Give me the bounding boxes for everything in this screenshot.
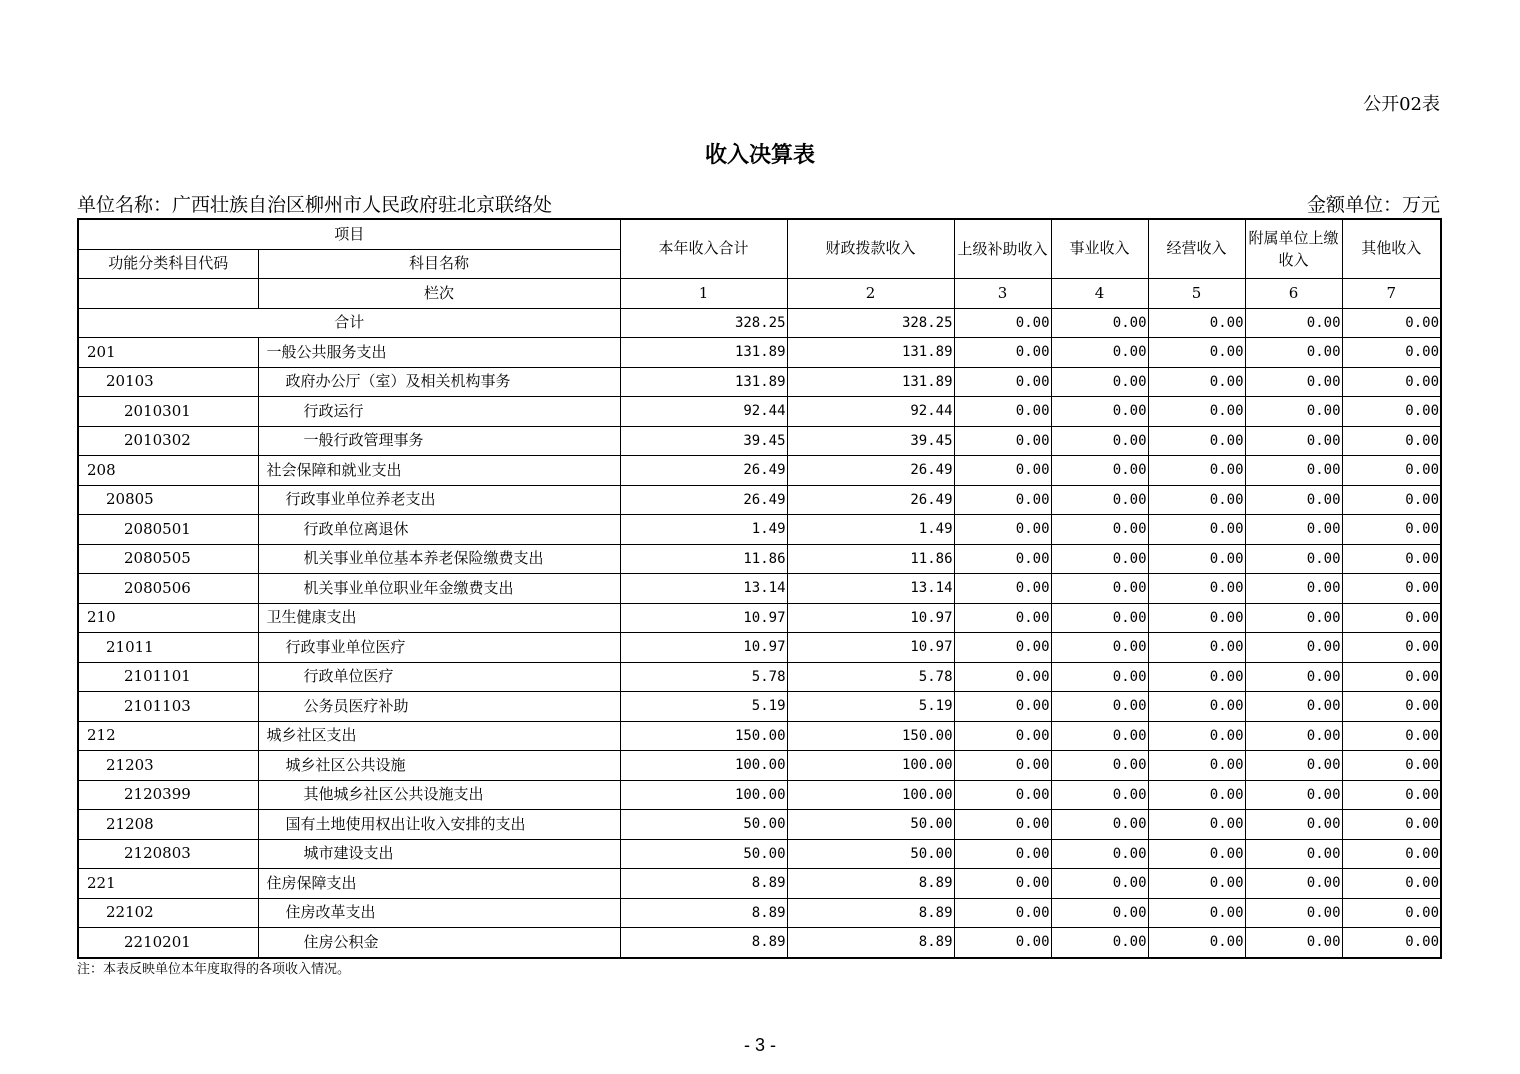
amount-cell: 8.89	[620, 898, 787, 928]
header-col-4: 事业收入	[1051, 219, 1148, 279]
subject-code: 2010301	[78, 397, 258, 427]
amount-cell: 39.45	[620, 426, 787, 456]
subject-name: 行政运行	[258, 397, 620, 427]
amount-cell: 26.49	[620, 456, 787, 486]
amount-cell: 100.00	[620, 780, 787, 810]
table-row	[78, 898, 1441, 928]
table-row	[78, 574, 1441, 604]
amount-cell: 13.14	[620, 574, 787, 604]
amount-cell: 0.00	[1148, 338, 1245, 368]
amount-cell: 10.97	[620, 633, 787, 663]
subject-name: 行政单位医疗	[258, 662, 620, 692]
amount-cell: 131.89	[620, 338, 787, 368]
amount-cell: 0.00	[1148, 603, 1245, 633]
subject-name: 城乡社区支出	[258, 721, 620, 751]
amount-cell: 0.00	[1148, 839, 1245, 869]
table-row	[78, 456, 1441, 486]
subject-code: 221	[78, 869, 258, 899]
amount-cell: 0.00	[954, 810, 1051, 840]
amount-unit: 金额单位：万元	[1306, 194, 1440, 216]
amount-cell: 0.00	[1245, 544, 1342, 574]
amount-cell: 0.00	[1051, 456, 1148, 486]
subject-code: 2080506	[78, 574, 258, 604]
subject-code: 20103	[78, 367, 258, 397]
amount-cell: 0.00	[1148, 898, 1245, 928]
total-value: 0.00	[1342, 308, 1441, 338]
subject-name: 其他城乡社区公共设施支出	[258, 780, 620, 810]
header-col-3: 上级补助收入	[954, 219, 1051, 279]
amount-cell: 8.89	[787, 898, 954, 928]
amount-cell: 0.00	[1051, 692, 1148, 722]
amount-cell: 0.00	[1342, 426, 1441, 456]
col-number: 2	[787, 279, 954, 309]
header-project: 项目	[78, 219, 620, 249]
amount-cell: 50.00	[787, 839, 954, 869]
subject-code: 212	[78, 721, 258, 751]
subject-name: 行政事业单位养老支出	[258, 485, 620, 515]
subject-code: 2080501	[78, 515, 258, 545]
amount-cell: 0.00	[1051, 721, 1148, 751]
subject-name: 公务员医疗补助	[258, 692, 620, 722]
total-label: 合计	[78, 308, 620, 338]
amount-cell: 26.49	[787, 485, 954, 515]
amount-cell: 0.00	[1342, 456, 1441, 486]
amount-cell: 0.00	[954, 839, 1051, 869]
amount-cell: 5.19	[787, 692, 954, 722]
amount-cell: 0.00	[1245, 485, 1342, 515]
table-note: 注：本表反映单位本年度取得的各项收入情况。	[77, 962, 351, 977]
amount-cell: 0.00	[1245, 574, 1342, 604]
amount-cell: 0.00	[1342, 603, 1441, 633]
amount-cell: 0.00	[1148, 662, 1245, 692]
amount-cell: 0.00	[954, 898, 1051, 928]
amount-cell: 0.00	[1148, 426, 1245, 456]
amount-cell: 0.00	[1051, 485, 1148, 515]
total-value: 328.25	[620, 308, 787, 338]
subject-code: 201	[78, 338, 258, 368]
amount-cell: 8.89	[787, 869, 954, 899]
table-row	[78, 603, 1441, 633]
amount-cell: 8.89	[620, 928, 787, 958]
table-row	[78, 780, 1441, 810]
subject-code: 210	[78, 603, 258, 633]
amount-cell: 100.00	[787, 751, 954, 781]
amount-cell: 0.00	[954, 397, 1051, 427]
amount-cell: 0.00	[954, 485, 1051, 515]
amount-cell: 0.00	[954, 662, 1051, 692]
amount-cell: 11.86	[787, 544, 954, 574]
amount-cell: 0.00	[1245, 338, 1342, 368]
amount-cell: 0.00	[1342, 692, 1441, 722]
amount-cell: 5.78	[787, 662, 954, 692]
amount-cell: 0.00	[954, 367, 1051, 397]
total-value: 0.00	[1245, 308, 1342, 338]
amount-cell: 0.00	[1245, 839, 1342, 869]
table-row	[78, 662, 1441, 692]
lanci-label: 栏次	[258, 279, 620, 309]
table-row	[78, 839, 1441, 869]
table-row	[78, 751, 1441, 781]
amount-cell: 92.44	[787, 397, 954, 427]
col-number: 1	[620, 279, 787, 309]
header-col-6: 附属单位上缴收入	[1245, 219, 1342, 279]
subject-name: 机关事业单位职业年金缴费支出	[258, 574, 620, 604]
amount-cell: 1.49	[620, 515, 787, 545]
amount-cell: 10.97	[787, 603, 954, 633]
amount-cell: 0.00	[1148, 515, 1245, 545]
page-title: 收入决算表	[704, 143, 815, 168]
subject-code: 2210201	[78, 928, 258, 958]
amount-cell: 8.89	[620, 869, 787, 899]
amount-cell: 0.00	[1342, 574, 1441, 604]
amount-cell: 13.14	[787, 574, 954, 604]
table-row	[78, 544, 1441, 574]
table-row	[78, 721, 1441, 751]
subject-name: 政府办公厅（室）及相关机构事务	[258, 367, 620, 397]
amount-cell: 0.00	[1051, 603, 1148, 633]
total-value: 0.00	[1051, 308, 1148, 338]
amount-cell: 0.00	[954, 338, 1051, 368]
amount-cell: 0.00	[1148, 810, 1245, 840]
amount-cell: 0.00	[1245, 869, 1342, 899]
table-row	[78, 810, 1441, 840]
form-code: 公开02表	[1363, 94, 1440, 115]
amount-cell: 0.00	[954, 603, 1051, 633]
subject-code: 2120803	[78, 839, 258, 869]
amount-cell: 0.00	[1342, 544, 1441, 574]
total-value: 0.00	[1148, 308, 1245, 338]
amount-cell: 0.00	[1051, 810, 1148, 840]
page-number: - 3 -	[743, 1035, 776, 1055]
amount-cell: 50.00	[620, 810, 787, 840]
subject-code: 208	[78, 456, 258, 486]
table-row	[78, 338, 1441, 368]
amount-cell: 0.00	[1245, 928, 1342, 958]
amount-cell: 0.00	[1342, 751, 1441, 781]
amount-cell: 0.00	[1342, 721, 1441, 751]
amount-cell: 0.00	[1148, 869, 1245, 899]
amount-cell: 0.00	[1148, 456, 1245, 486]
subject-code: 2120399	[78, 780, 258, 810]
amount-cell: 0.00	[1148, 367, 1245, 397]
amount-cell: 0.00	[1245, 633, 1342, 663]
amount-cell: 0.00	[1245, 456, 1342, 486]
table-row	[78, 928, 1441, 958]
subject-name: 住房改革支出	[258, 898, 620, 928]
amount-cell: 0.00	[1342, 810, 1441, 840]
amount-cell: 39.45	[787, 426, 954, 456]
amount-cell: 0.00	[1051, 928, 1148, 958]
amount-cell: 5.19	[620, 692, 787, 722]
subject-name: 社会保障和就业支出	[258, 456, 620, 486]
amount-cell: 0.00	[1245, 751, 1342, 781]
amount-cell: 0.00	[1342, 869, 1441, 899]
table-row	[78, 692, 1441, 722]
amount-cell: 0.00	[954, 544, 1051, 574]
header-row-1	[78, 219, 1441, 249]
header-col-1: 本年收入合计	[620, 219, 787, 279]
amount-cell: 0.00	[954, 633, 1051, 663]
col-number: 4	[1051, 279, 1148, 309]
subject-name: 行政事业单位医疗	[258, 633, 620, 663]
header-col-7: 其他收入	[1342, 219, 1441, 279]
subject-name: 国有土地使用权出让收入安排的支出	[258, 810, 620, 840]
amount-cell: 26.49	[620, 485, 787, 515]
subject-name: 行政单位离退休	[258, 515, 620, 545]
amount-cell: 0.00	[1051, 397, 1148, 427]
subject-code: 2101103	[78, 692, 258, 722]
amount-cell: 150.00	[620, 721, 787, 751]
amount-cell: 0.00	[1148, 692, 1245, 722]
amount-cell: 0.00	[1051, 839, 1148, 869]
amount-cell: 92.44	[620, 397, 787, 427]
amount-cell: 0.00	[1245, 898, 1342, 928]
amount-cell: 0.00	[1342, 397, 1441, 427]
amount-cell: 0.00	[1148, 721, 1245, 751]
amount-cell: 0.00	[954, 515, 1051, 545]
table-row	[78, 515, 1441, 545]
amount-cell: 0.00	[954, 780, 1051, 810]
amount-cell: 0.00	[1245, 721, 1342, 751]
amount-cell: 10.97	[787, 633, 954, 663]
amount-cell: 0.00	[1148, 780, 1245, 810]
amount-cell: 0.00	[1245, 780, 1342, 810]
amount-cell: 0.00	[954, 574, 1051, 604]
subject-code: 20805	[78, 485, 258, 515]
amount-cell: 50.00	[787, 810, 954, 840]
amount-cell: 100.00	[620, 751, 787, 781]
amount-cell: 0.00	[1051, 751, 1148, 781]
amount-cell: 100.00	[787, 780, 954, 810]
amount-cell: 8.89	[787, 928, 954, 958]
amount-cell: 0.00	[1342, 338, 1441, 368]
table-row	[78, 397, 1441, 427]
amount-cell: 0.00	[1148, 751, 1245, 781]
amount-cell: 0.00	[1342, 367, 1441, 397]
subject-code: 21011	[78, 633, 258, 663]
amount-cell: 1.49	[787, 515, 954, 545]
amount-cell: 0.00	[1051, 633, 1148, 663]
amount-cell: 0.00	[954, 692, 1051, 722]
amount-cell: 26.49	[787, 456, 954, 486]
amount-cell: 0.00	[1342, 485, 1441, 515]
amount-cell: 0.00	[1051, 869, 1148, 899]
amount-cell: 0.00	[1245, 810, 1342, 840]
header-col-2: 财政拨款收入	[787, 219, 954, 279]
amount-cell: 0.00	[1245, 692, 1342, 722]
subject-code: 21208	[78, 810, 258, 840]
subject-name: 城乡社区公共设施	[258, 751, 620, 781]
amount-cell: 0.00	[1051, 780, 1148, 810]
table-row	[78, 633, 1441, 663]
header-name: 科目名称	[258, 249, 620, 279]
table-row	[78, 869, 1441, 899]
subject-name: 卫生健康支出	[258, 603, 620, 633]
amount-cell: 131.89	[787, 367, 954, 397]
subject-code: 2010302	[78, 426, 258, 456]
subject-name: 住房保障支出	[258, 869, 620, 899]
amount-cell: 0.00	[1051, 367, 1148, 397]
blank-cell	[78, 279, 258, 309]
amount-cell: 0.00	[954, 721, 1051, 751]
amount-cell: 0.00	[1245, 426, 1342, 456]
amount-cell: 0.00	[1245, 662, 1342, 692]
amount-cell: 0.00	[1148, 928, 1245, 958]
amount-cell: 0.00	[954, 426, 1051, 456]
amount-cell: 0.00	[1148, 397, 1245, 427]
subject-code: 2080505	[78, 544, 258, 574]
amount-cell: 0.00	[1148, 544, 1245, 574]
amount-cell: 0.00	[1245, 515, 1342, 545]
amount-cell: 0.00	[954, 751, 1051, 781]
subject-code: 21203	[78, 751, 258, 781]
table-row	[78, 485, 1441, 515]
amount-cell: 0.00	[1245, 603, 1342, 633]
amount-cell: 0.00	[1148, 485, 1245, 515]
amount-cell: 131.89	[787, 338, 954, 368]
subject-name: 住房公积金	[258, 928, 620, 958]
amount-cell: 0.00	[1051, 662, 1148, 692]
table-row	[78, 426, 1441, 456]
total-row	[78, 308, 1441, 338]
amount-cell: 10.97	[620, 603, 787, 633]
amount-cell: 0.00	[1342, 928, 1441, 958]
col-number: 5	[1148, 279, 1245, 309]
subject-code: 2101101	[78, 662, 258, 692]
col-number: 3	[954, 279, 1051, 309]
unit-name: 单位名称：广西壮族自治区柳州市人民政府驻北京联络处	[77, 194, 553, 216]
amount-cell: 0.00	[1245, 367, 1342, 397]
table-row	[78, 367, 1441, 397]
amount-cell: 11.86	[620, 544, 787, 574]
amount-cell: 0.00	[1051, 544, 1148, 574]
amount-cell: 150.00	[787, 721, 954, 751]
subject-name: 城市建设支出	[258, 839, 620, 869]
col-number: 6	[1245, 279, 1342, 309]
header-code: 功能分类科目代码	[78, 249, 258, 279]
amount-cell: 0.00	[1245, 397, 1342, 427]
amount-cell: 50.00	[620, 839, 787, 869]
amount-cell: 0.00	[1342, 839, 1441, 869]
amount-cell: 0.00	[954, 928, 1051, 958]
total-value: 328.25	[787, 308, 954, 338]
total-value: 0.00	[954, 308, 1051, 338]
amount-cell: 5.78	[620, 662, 787, 692]
amount-cell: 0.00	[1342, 515, 1441, 545]
amount-cell: 0.00	[1051, 898, 1148, 928]
amount-cell: 131.89	[620, 367, 787, 397]
subject-name: 一般行政管理事务	[258, 426, 620, 456]
amount-cell: 0.00	[954, 456, 1051, 486]
subject-name: 一般公共服务支出	[258, 338, 620, 368]
amount-cell: 0.00	[1051, 574, 1148, 604]
amount-cell: 0.00	[1148, 633, 1245, 663]
income-table	[77, 218, 1442, 959]
amount-cell: 0.00	[1051, 426, 1148, 456]
amount-cell: 0.00	[1342, 780, 1441, 810]
amount-cell: 0.00	[1148, 574, 1245, 604]
amount-cell: 0.00	[1342, 662, 1441, 692]
amount-cell: 0.00	[1342, 898, 1441, 928]
subject-code: 22102	[78, 898, 258, 928]
column-number-row	[78, 279, 1441, 309]
amount-cell: 0.00	[1051, 515, 1148, 545]
amount-cell: 0.00	[1342, 633, 1441, 663]
header-col-5: 经营收入	[1148, 219, 1245, 279]
amount-cell: 0.00	[1051, 338, 1148, 368]
col-number: 7	[1342, 279, 1441, 309]
subject-name: 机关事业单位基本养老保险缴费支出	[258, 544, 620, 574]
amount-cell: 0.00	[954, 869, 1051, 899]
